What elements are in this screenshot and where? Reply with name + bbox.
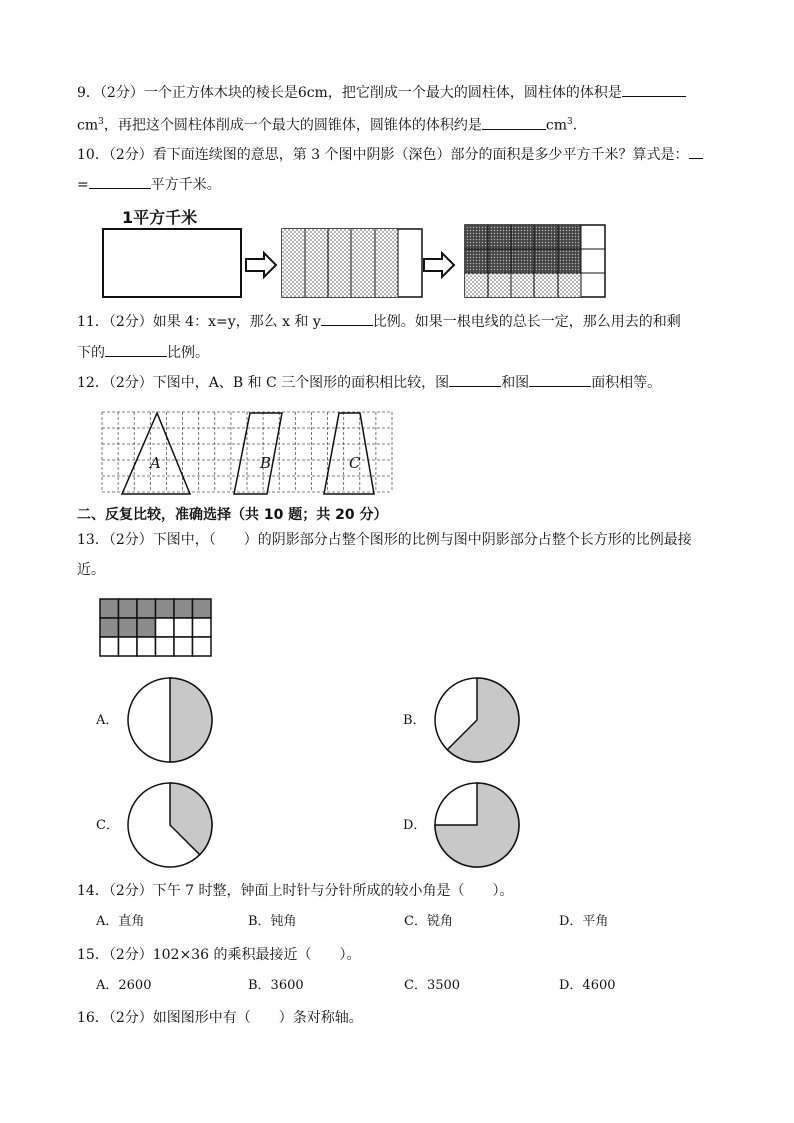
q9-sup1: 3 [98,117,104,127]
q10-arrow2 [424,253,454,277]
q13-grid-cell [137,618,156,637]
q13-pie-a[interactable] [126,676,214,764]
q14-line1: 14．（2分）下午 7 时整，钟面上时针与分针所成的较小角是（ ）。 [77,883,514,899]
q10-eq: = [77,177,89,193]
pie-shaded-sector [170,678,212,762]
q9-unit1: cm [77,117,99,134]
q13-grid-cell [174,599,193,618]
q13-grid-cell [119,637,138,656]
q9-blank1[interactable] [622,82,686,97]
q13-grid-cell [119,618,138,637]
q11-line1 [77,311,681,332]
q13-option-b-label[interactable]: B． [403,713,426,728]
q14-option-a[interactable]: A．直角 [96,914,145,929]
q13-pie-c[interactable] [126,781,214,869]
q12-text3: 面积相等。 [591,375,662,391]
q9-line2 [77,112,587,136]
q13-line2: 近。 [77,562,105,578]
q13-grid-cell [193,637,212,656]
shape-c-label: C [349,454,361,472]
q10-label-1km: 1平方千米 [122,208,198,227]
q13-grid-cell [156,637,175,656]
q13-grid-cell [119,599,138,618]
q9-text1: 9．（2分）一个正方体木块的棱长是6cm，把它削成一个最大的圆柱体，圆柱体的体积是 [77,85,622,101]
q9-unit2: cm [545,117,567,134]
q11-line2 [77,342,209,363]
q11-text1: 11．（2分）如果 4：x=y，那么 x 和 y [77,314,321,330]
q14-option-b[interactable]: B．钝角 [248,914,297,929]
q10-blank1[interactable] [689,144,703,159]
q15-line1: 15．（2分）102×36 的乘积最接近（ ）。 [77,947,361,963]
q15-option-b[interactable]: B．3600 [248,978,304,993]
q10-rect3 [465,225,605,297]
q13-grid-cell [193,599,212,618]
q13-grid-cell [137,599,156,618]
q13-grid-cell [100,618,119,637]
q9-blank2[interactable] [482,115,546,130]
q11-text2: 比例。如果一根电线的总长一定，那么用去的和剩 [372,314,681,330]
q13-grid-cell [174,618,193,637]
q13-pie-d[interactable] [433,781,521,869]
q13-option-d-label[interactable]: D． [403,818,427,833]
q12-text2: 和图 [501,375,530,391]
q10-rect2 [282,229,422,297]
q9-line1 [77,82,686,103]
q15-option-c[interactable]: C．3500 [404,978,461,993]
q9-text2: ，再把这个圆柱体削成一个最大的圆锥体，圆锥体的体积约是 [103,117,482,134]
q13-option-a-label[interactable]: A． [96,713,119,728]
q13-pie-b[interactable] [433,676,521,764]
section2-title: 二、反复比较，准确选择（共 10 题；共 20 分） [77,507,388,523]
q10-arrow1 [246,253,276,277]
q13-grid-cell [137,637,156,656]
q12-blank1[interactable] [449,372,501,387]
q9-sup2: 3 [566,117,573,127]
q11-blank1[interactable] [321,311,373,326]
q14-option-c[interactable]: C．锐角 [404,914,453,929]
q10-unit: 平方千米。 [150,177,221,193]
q12-figure [102,408,392,496]
q12-line1 [77,372,661,393]
shape-b-label: B [260,454,272,472]
q9-period: ． [572,117,587,134]
q13-line1: 13．（2分）下图中，（ ）的阴影部分占整个图形的比例与图中阴影部分占整个长方形的比例最接 [77,532,692,548]
q13-grid-cell [193,618,212,637]
q10-line1 [77,144,703,165]
q11-text3: 下的 [77,345,105,361]
q13-grid-cell [174,637,193,656]
q13-grid-cell [156,599,175,618]
q12-text1: 12．（2分）下图中，A、B 和 C 三个图形的面积相比较，图 [77,375,450,391]
q15-option-d[interactable]: D．4600 [559,978,616,993]
q13-grid-rectangle [99,598,211,658]
q10-figure [100,205,610,300]
q15-option-a[interactable]: A．2600 [96,978,152,993]
shape-b-parallelogram [234,413,282,494]
q12-blank2[interactable] [529,372,591,387]
q10-text1: 10．（2分）看下面连续图的意思，第 3 个图中阴影（深色）部分的面积是多少平方千米？算式是： [77,147,689,163]
q11-text4: 比例。 [167,345,209,361]
q13-grid-cell [156,618,175,637]
q13-grid-cell [100,637,119,656]
shape-a-label: A [150,454,161,472]
q13-option-c-label[interactable]: C． [96,818,119,833]
q16-line1: 16．（2分）如图图形中有（ ）条对称轴。 [77,1010,363,1026]
q11-blank2[interactable] [105,342,167,357]
q10-blank2[interactable] [89,174,151,189]
q13-grid-cell [100,599,119,618]
q14-option-d[interactable]: D．平角 [559,914,609,929]
q10-line2 [77,174,221,195]
q10-rect1 [103,229,241,297]
